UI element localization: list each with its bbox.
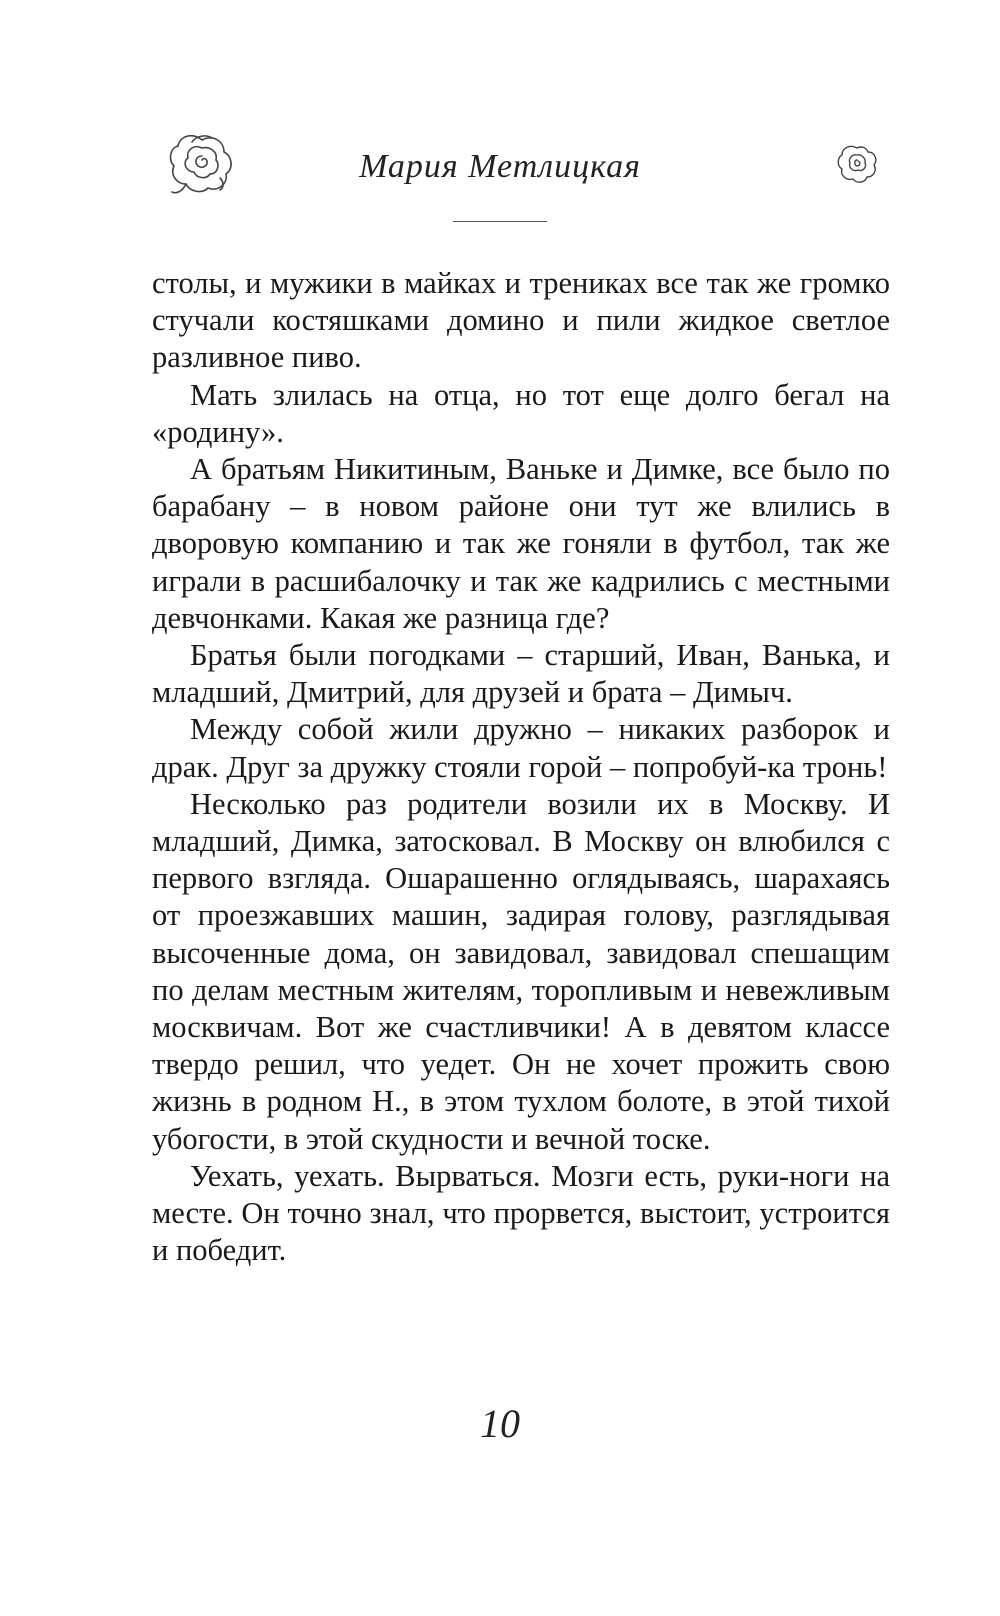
paragraph: Братья были погодками – старший, Иван, Ванька, и младший, Дмитрий, для друзей и брата – Димыч.	[152, 638, 890, 710]
running-header-author: Мария Метлицкая	[359, 148, 641, 185]
paragraph: Несколько раз родители возили их в Москву. И младший, Димка, затосковал. В Москву он влюбился с первого взгляда. Ошарашенно оглядываясь, шарахаясь от проезжавших машин, задирая голову, разглядывая высоченные дома, он завидовал, завидовал спешащим по делам местным жителям, торопливым и невежливым москвичам. Вот же счастливчики! А в девятом классе твердо решил, что уедет. Он не хочет прожить свою жизнь в родном Н., в этом тухлом болоте, в этой тихой убогости, в этой скудности и вечной тоске.	[152, 786, 890, 1156]
paragraph: столы, и мужики в майках и трениках все так же громко стучали костяшками домино и пили жидкое светлое разливное пиво.	[152, 266, 890, 375]
body-text	[152, 265, 890, 1269]
paragraph: Уехать, уехать. Вырваться. Мозги есть, руки-ноги на месте. Он точно знал, что прорвется, выстоит, устроится и победит.	[152, 1158, 890, 1268]
paragraph: А братьям Никитиным, Ваньке и Димке, все было по барабану – в новом районе они тут же влились в дворовую компанию и так же гоняли в футбол, так же играли в расшибалочку и так же кадрились с местными девчонками. Какая же разница где?	[152, 452, 890, 635]
paragraph: Между собой жили дружно – никаких разборок и драк. Друг за дружку стояли горой – попробуй-ка тронь!	[152, 712, 890, 784]
paragraph: Мать злилась на отца, но тот еще долго бегал на «родину».	[152, 377, 890, 449]
page-number: 10	[480, 1401, 520, 1446]
header-rule	[453, 221, 547, 222]
small-rose-ornament-icon	[834, 140, 880, 186]
page-header	[0, 110, 1000, 240]
